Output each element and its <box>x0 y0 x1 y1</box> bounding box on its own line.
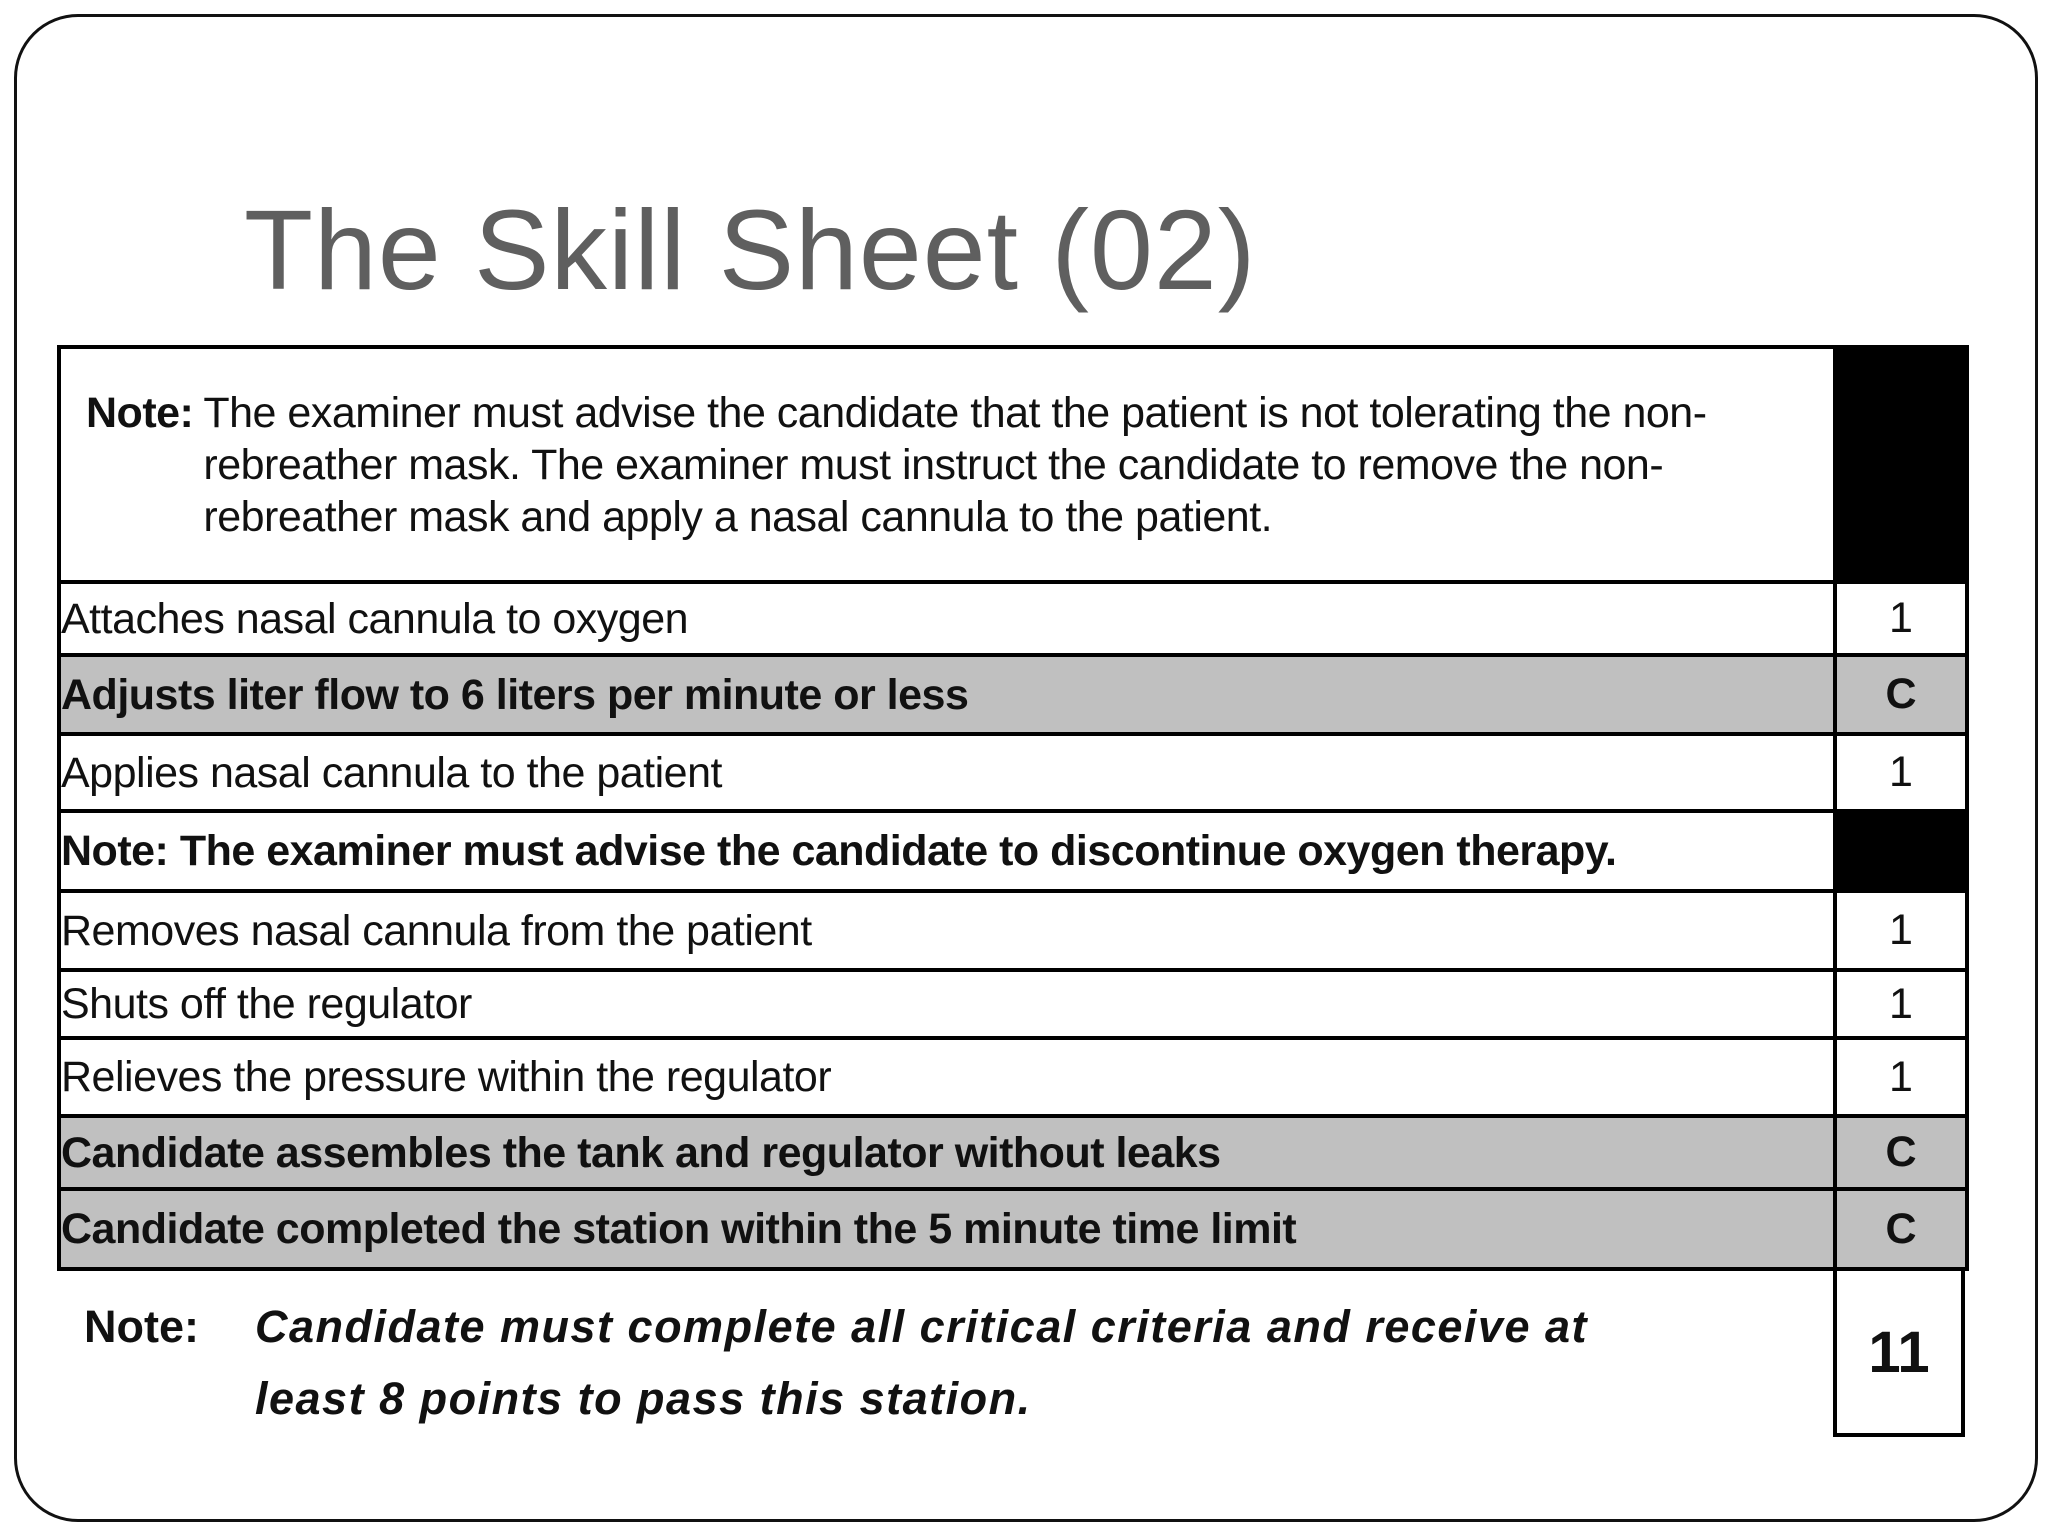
skill-step-score: 1 <box>1835 970 1967 1038</box>
skill-step-score: C <box>1835 1189 1967 1269</box>
critical-row <box>59 655 1967 734</box>
footer-note-text: Candidate must complete all critical criteria and receive at least 8 points to pass this station. <box>255 1301 1588 1424</box>
table-row <box>59 970 1967 1038</box>
skill-step-score: 1 <box>1835 734 1967 811</box>
skill-step-text: Candidate assembles the tank and regulator without leaks <box>59 1116 1835 1189</box>
skill-step-score: 1 <box>1835 1038 1967 1116</box>
skill-step-score: C <box>1835 655 1967 734</box>
critical-row <box>59 1189 1967 1269</box>
skill-sheet <box>57 345 1965 1437</box>
skill-step-score: C <box>1835 1116 1967 1189</box>
examiner-note-cell <box>59 347 1835 582</box>
total-points: 11 <box>1833 1271 1965 1437</box>
slide-title: The Skill Sheet (02) <box>244 187 1257 313</box>
skill-step-text: Adjusts liter flow to 6 liters per minute or less <box>59 655 1835 734</box>
skill-step-text: Relieves the pressure within the regulator <box>59 1038 1835 1116</box>
table-row <box>59 582 1967 655</box>
table-row <box>59 1038 1967 1116</box>
footer-note-label: Note: <box>84 1301 199 1352</box>
pass-criteria-note <box>84 1291 1844 1435</box>
skill-step-score: 1 <box>1835 582 1967 655</box>
skill-step-text: Candidate completed the station within the 5 minute time limit <box>59 1189 1835 1269</box>
examiner-note-row <box>59 347 1967 582</box>
skill-table <box>57 345 1969 1271</box>
skill-step-text: Removes nasal cannula from the patient <box>59 891 1835 970</box>
pass-criteria-footer <box>57 1271 1965 1437</box>
note-label: Note: <box>86 388 194 437</box>
note-text: The examiner must advise the candidate that the patient is not tolerating the non-rebreather mask. The examiner must instruct the candidate to remove the non-rebreather mask and apply a nasal cannula to the patient. <box>203 388 1707 541</box>
discontinue-note-row <box>59 811 1967 891</box>
critical-row <box>59 1116 1967 1189</box>
skill-step-text: Shuts off the regulator <box>59 970 1835 1038</box>
skill-step-text: Applies nasal cannula to the patient <box>59 734 1835 811</box>
discontinue-note-text: Note: The examiner must advise the candidate to discontinue oxygen therapy. <box>59 811 1835 891</box>
blacked-out-score-cell <box>1835 811 1967 891</box>
table-row <box>59 891 1967 970</box>
skill-step-text: Attaches nasal cannula to oxygen <box>59 582 1835 655</box>
blacked-out-score-cell <box>1835 347 1967 582</box>
table-row <box>59 734 1967 811</box>
skill-step-score: 1 <box>1835 891 1967 970</box>
